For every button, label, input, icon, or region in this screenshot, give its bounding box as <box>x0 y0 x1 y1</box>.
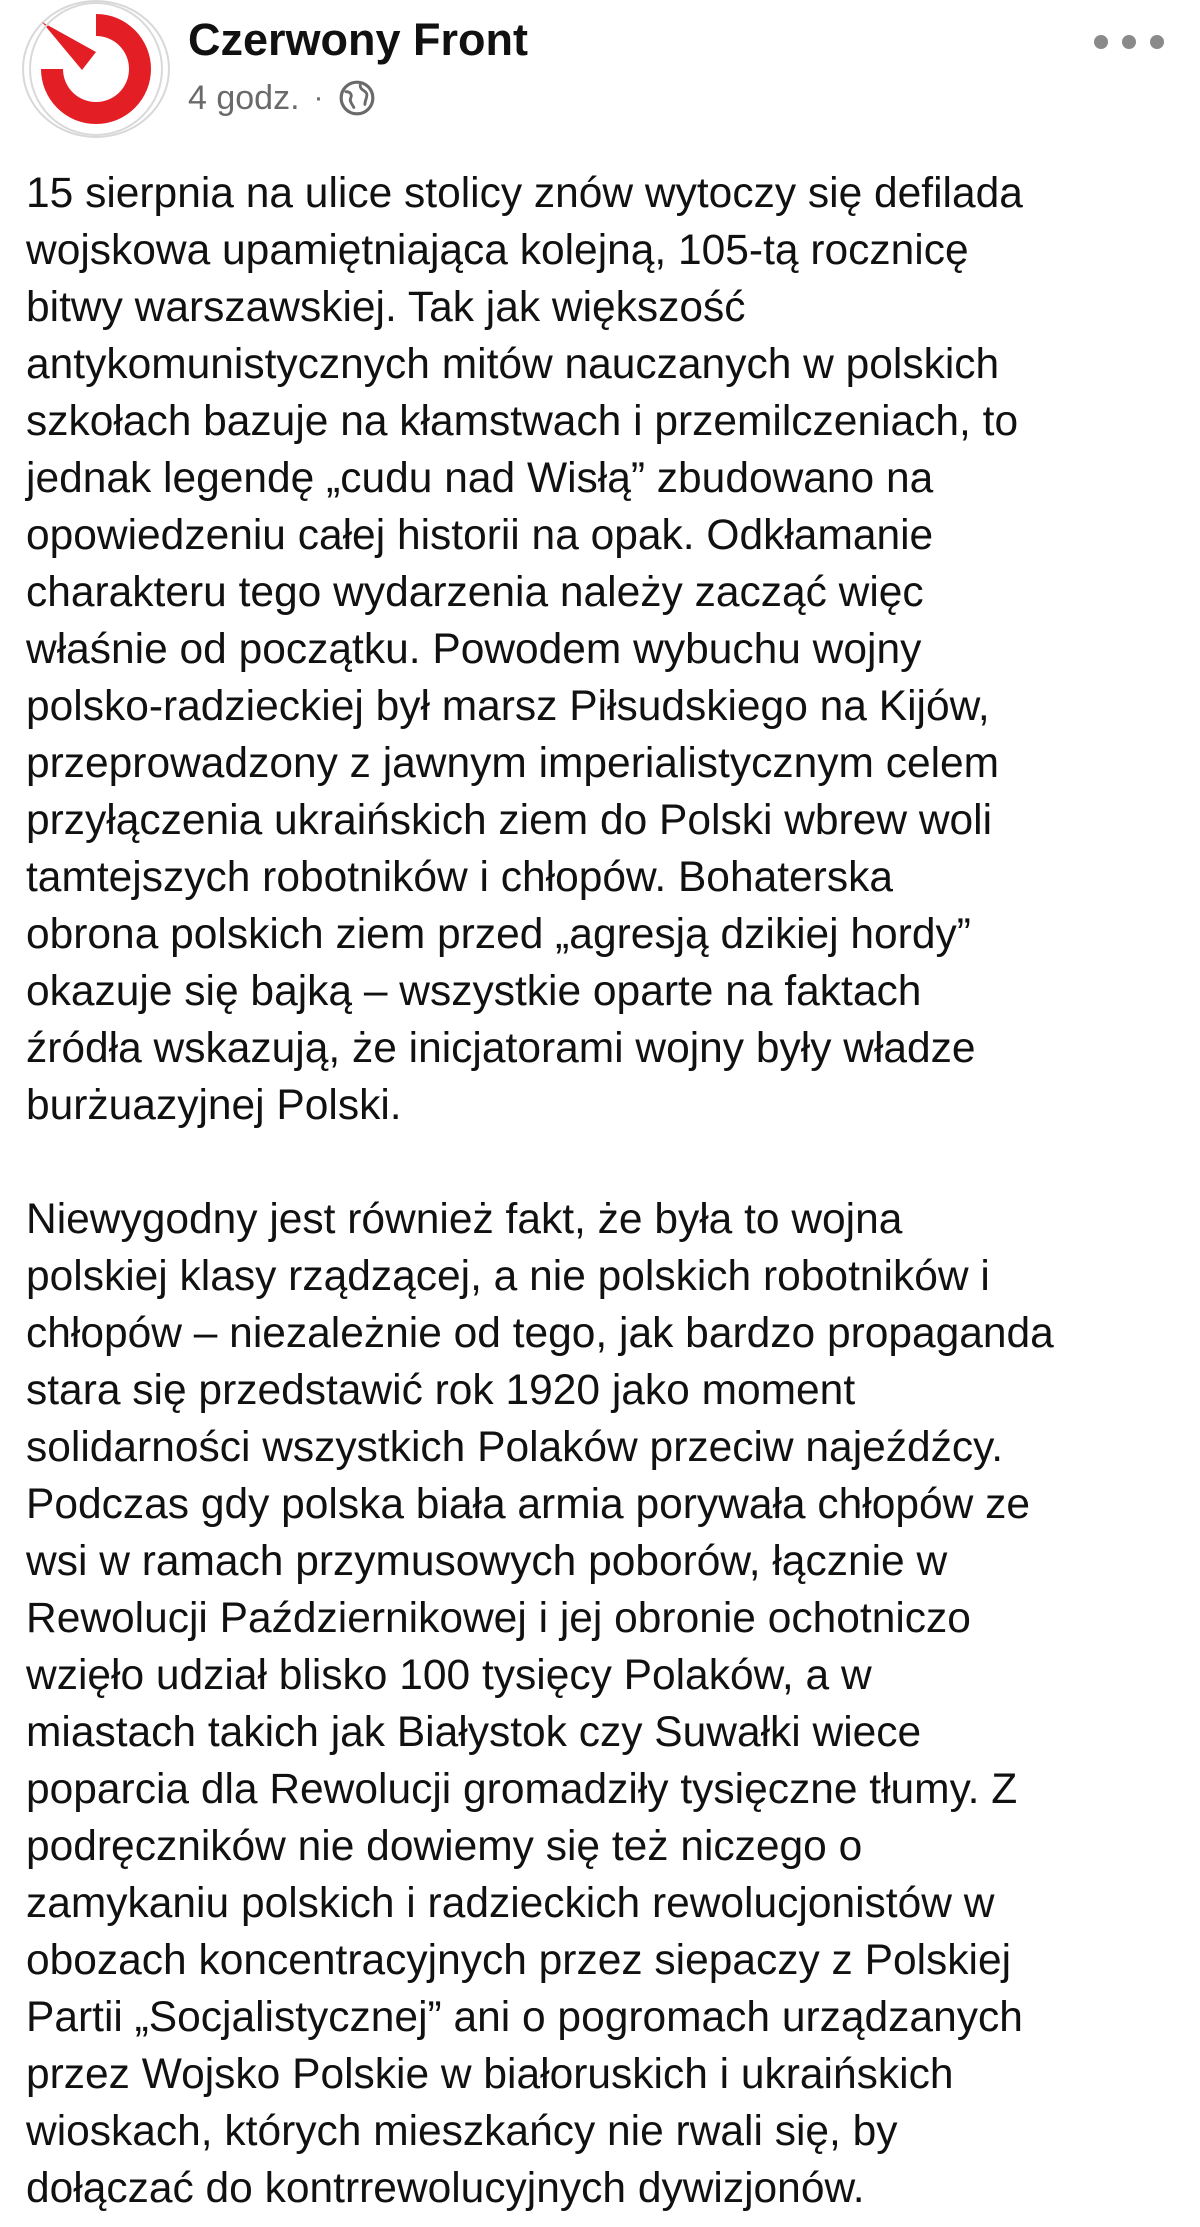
more-options-dot <box>1122 35 1136 49</box>
post-meta <box>188 76 376 120</box>
post-time[interactable]: 4 godz. <box>188 78 300 117</box>
post-paragraph: Niewygodny jest również fakt, że była to wojna polskiej klasy rządzącej, a nie polskich robotników i chłopów – niezależnie od tego, jak bardzo propaganda stara się przedstawić rok 1920 jako moment solidarności wszystkich Polaków przeciw najeźdźcy. Podczas gdy polska biała armia porywała chłopów ze wsi w ramach przymusowych poborów, łącznie w Rewolucji Październikowej i jej obronie ochotniczo wzięło udział blisko 100 tysięcy Polaków, a w miastach takich jak Białystok czy Suwałki wiece poparcia dla Rewolucji gromadziły tysięczne tłumy. Z podręczników nie dowiemy się też niczego o zamykaniu polskich i radzieckich rewolucjonistów w obozach koncentracyjnych przez siepaczy z Polskiej Partii „Socjalistycznej” ani o pogromach urządzanych przez Wojsko Polskie w białoruskich i ukraińskich wioskach, których mieszkańcy nie rwali się, by dołączać do kontrrewolucyjnych dywizjonów. <box>26 1196 1054 2212</box>
avatar[interactable] <box>22 0 170 138</box>
post-paragraph: 15 sierpnia na ulice stolicy znów wytoczy się defilada wojskowa upamiętniająca kolejną, 105-tą rocznicę bitwy warszawskiej. Tak jak większość antykomunistycznych mitów nauczanych w polskich szkołach bazuje na kłamstwach i przemilczeniach, to jednak legendę „cudu nad Wisłą” zbudowano na opowiedzeniu całej historii na opak. Odkłamanie charakteru tego wydarzenia należy zacząć więc właśnie od początku. Powodem wybuchu wojny polsko-radzieckiej był marsz Piłsudskiego na Kijów, przeprowadzony z jawnym imperialistycznym celem przyłączenia ukraińskich ziem do Polski wbrew woli tamtejszych robotników i chłopów. Bohaterska obrona polskich ziem przed „agresją dzikiej hordy” okazuje się bajką – wszystkie oparte na faktach źródła wskazują, że inicjatorami wojny były władze burżuazyjnej Polski. <box>26 170 1023 1129</box>
more-options-dot <box>1150 35 1164 49</box>
more-options-button[interactable] <box>1094 22 1164 62</box>
post-header <box>0 0 1200 150</box>
post-text <box>26 165 1186 2217</box>
more-options-dot <box>1094 35 1108 49</box>
globe-icon <box>338 79 376 117</box>
czerwony-front-logo-icon <box>22 0 170 138</box>
page-name[interactable]: Czerwony Front <box>188 14 529 65</box>
meta-separator: · <box>313 81 324 114</box>
